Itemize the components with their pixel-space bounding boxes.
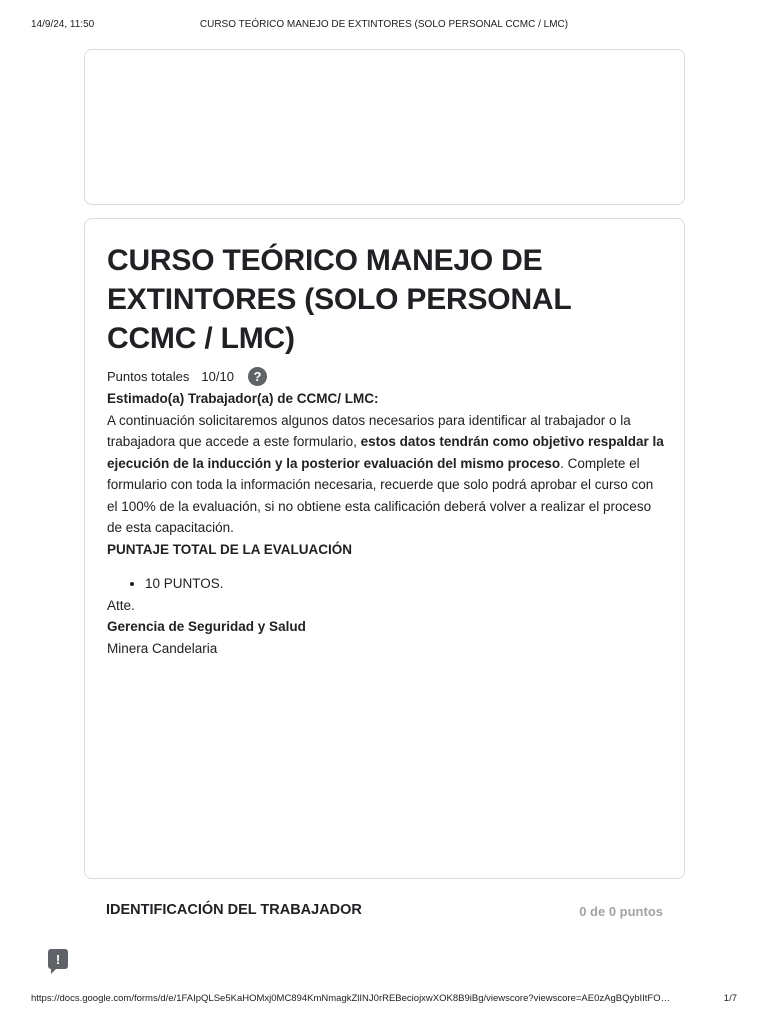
header-banner-card xyxy=(84,49,685,205)
list-item: • 10 PUNTOS. xyxy=(145,573,667,595)
form-title: CURSO TEÓRICO MANEJO DE EXTINTORES (SOLO PERSONAL CCMC / LMC) xyxy=(107,244,571,355)
points-list xyxy=(107,573,667,595)
total-score xyxy=(107,364,662,388)
intro-text-2: . Complete el formulario con toda la información necesaria, recuerde que solo podrá aprobar el curso con el 100% de la evaluación, si no obtiene esta calificación deberá volver a realizar el proceso de esta capacitación. xyxy=(107,455,654,535)
print-url: https://docs.google.com/forms/d/e/1FAIpQLSe5KaHOMxj0MC894KmNmagkZlINJ0rREBeciojxwXOK8B9iBg/viewscore?viewscore=AE0zAgBQybIItFO… xyxy=(31,993,671,1004)
company-name: Minera Candelaria xyxy=(107,640,218,656)
section-header xyxy=(106,902,663,924)
intro-paragraph xyxy=(107,410,667,539)
score-label: Puntos totales xyxy=(107,368,190,384)
page-number: 1/7 xyxy=(723,993,737,1004)
total-heading: PUNTAJE TOTAL DE LA EVALUACIÓN xyxy=(107,541,353,557)
section-points: 0 de 0 puntos xyxy=(579,904,663,919)
report-feedback-icon[interactable]: ! xyxy=(48,949,68,969)
score-value: 10/10 xyxy=(201,368,234,384)
intro-text-1: A continuación solicitaremos algunos datos necesarios para identificar al trabajador o la trabajadora que accede a este formulario, xyxy=(107,412,631,449)
intro-text-bold: estos datos tendrán como objetivo respaldar la ejecución de la inducción y la posterior evaluación del mismo proceso xyxy=(107,434,664,471)
greeting-text: Estimado(a) Trabajador(a) de CCMC/ LMC: xyxy=(107,391,379,406)
form-header-card xyxy=(84,218,685,879)
form-description xyxy=(107,388,667,659)
closing-text: Atte. xyxy=(107,597,135,613)
org-name: Gerencia de Seguridad y Salud xyxy=(107,619,306,634)
help-icon[interactable]: ? xyxy=(248,367,267,386)
section-title: IDENTIFICACIÓN DEL TRABAJADOR xyxy=(106,902,362,918)
print-datetime: 14/9/24, 11:50 xyxy=(31,19,95,30)
print-footer xyxy=(31,993,737,1007)
print-doc-title: CURSO TEÓRICO MANEJO DE EXTINTORES (SOLO PERSONAL CCMC / LMC) xyxy=(199,19,569,30)
print-header xyxy=(31,19,737,33)
